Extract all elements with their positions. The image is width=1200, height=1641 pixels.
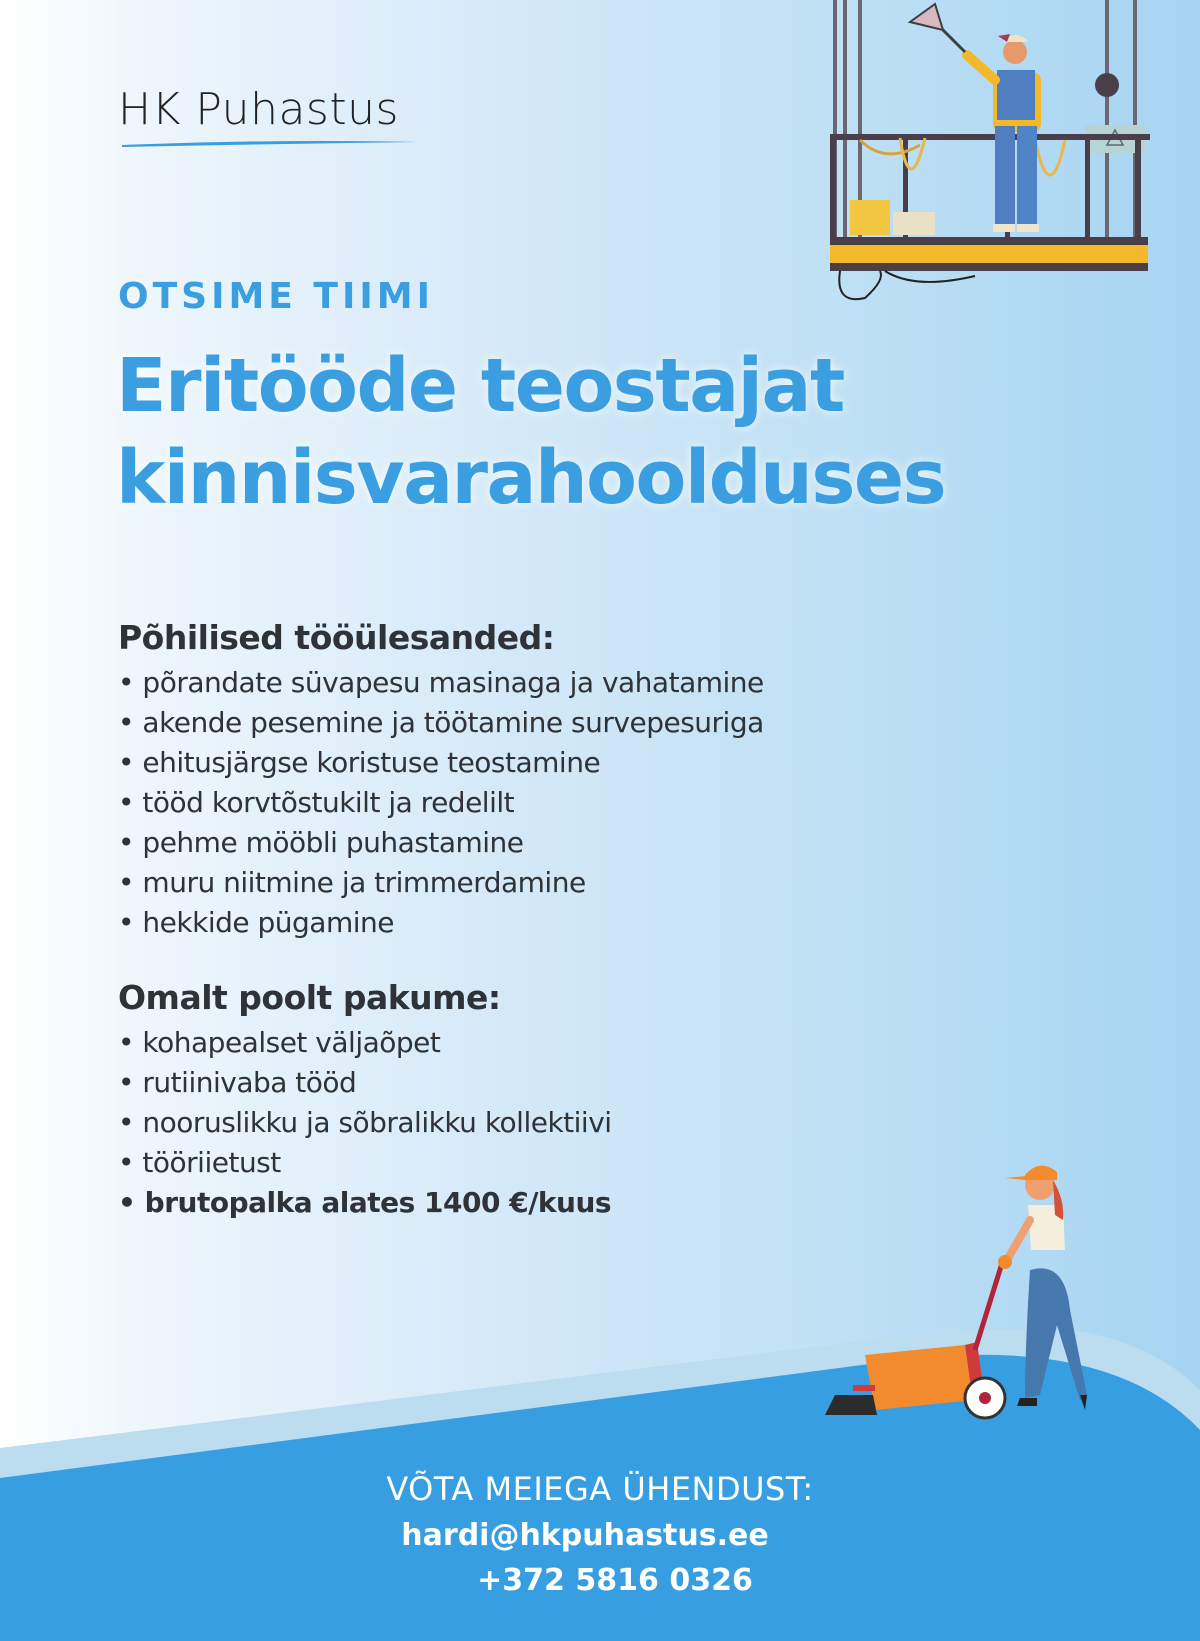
duties-list bbox=[118, 663, 764, 943]
contact-title: VÕTA MEIEGA ÜHENDUST: bbox=[386, 1470, 814, 1508]
offer-section bbox=[118, 978, 612, 1223]
contact-email-link[interactable]: hardi@hkpuhastus.ee bbox=[401, 1518, 769, 1553]
sweeper-worker-illustration bbox=[825, 1110, 1115, 1420]
salary-item: • brutopalka alates 1400 €/kuus bbox=[118, 1183, 612, 1223]
kicker-text: OTSIME TIIMI bbox=[118, 276, 434, 317]
list-item: • muru niitmine ja trimmerdamine bbox=[118, 863, 764, 903]
list-item: • põrandate süvapesu masinaga ja vahatamine bbox=[118, 663, 764, 703]
list-item: • hekkide pügamine bbox=[118, 903, 764, 943]
contact-block bbox=[0, 1470, 1200, 1598]
list-item: • kohapealset väljaõpet bbox=[118, 1023, 612, 1063]
duties-section bbox=[118, 618, 764, 943]
page-title bbox=[116, 340, 945, 524]
list-item: • nooruslikku ja sõbralikku kollektiivi bbox=[118, 1103, 612, 1143]
contact-phone-link[interactable]: +372 5816 0326 bbox=[477, 1563, 753, 1598]
offer-list bbox=[118, 1023, 612, 1223]
window-cleaner-illustration bbox=[815, 0, 1160, 310]
logo: HK Puhastus bbox=[118, 84, 399, 135]
list-item: • ehitusjärgse koristuse teostamine bbox=[118, 743, 764, 783]
headline-line-2: kinnisvarahoolduses bbox=[116, 435, 946, 521]
logo-underline-swoosh bbox=[120, 138, 420, 148]
list-item: • pehme mööbli puhastamine bbox=[118, 823, 764, 863]
headline-line-1: Eritööde teostajat bbox=[116, 343, 844, 429]
list-item: • tööd korvtõstukilt ja redelilt bbox=[118, 783, 764, 823]
offer-title: Omalt poolt pakume: bbox=[118, 978, 501, 1017]
list-item: • tööriietust bbox=[118, 1143, 612, 1183]
list-item: • akende pesemine ja töötamine survepesuriga bbox=[118, 703, 764, 743]
list-item: • rutiinivaba tööd bbox=[118, 1063, 612, 1103]
duties-title: Põhilised tööülesanded: bbox=[118, 618, 555, 657]
